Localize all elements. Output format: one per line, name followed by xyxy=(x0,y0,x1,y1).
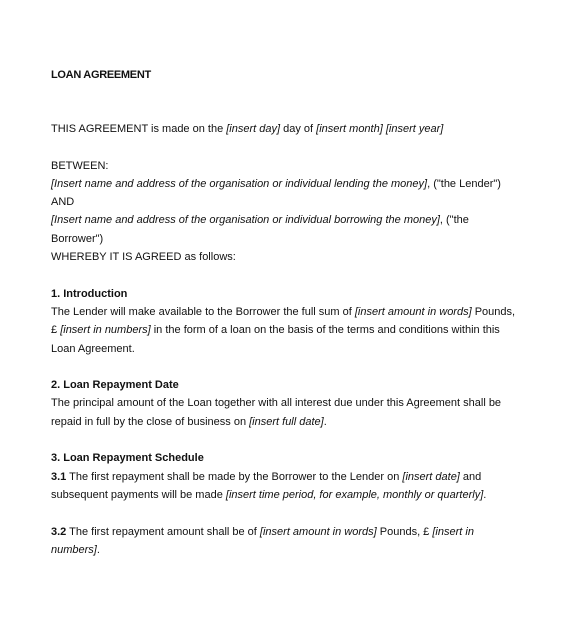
insert-year-placeholder: [insert year] xyxy=(385,123,444,135)
amount-numbers-placeholder: numbers] xyxy=(51,543,97,556)
preamble-text: THIS AGREEMENT is made on the xyxy=(51,123,227,135)
body-text: The first repayment shall be made by the Borrower to the Lender on xyxy=(66,470,403,483)
date-placeholder: [insert date] xyxy=(402,470,460,483)
body-text: subsequent payments will be made xyxy=(51,488,226,501)
body-text: The Lender will make available to the Borrower the full sum of xyxy=(51,305,355,318)
preamble-line xyxy=(51,120,555,138)
section-3-heading: 3. Loan Repayment Schedule xyxy=(51,452,204,465)
lender-suffix: , ("the Lender") xyxy=(427,177,501,190)
spacer xyxy=(51,266,555,284)
document-title: LOAN AGREEMENT xyxy=(51,69,151,81)
body-text: £ xyxy=(51,324,61,337)
clause-3-1-line-1 xyxy=(51,468,555,486)
full-date-placeholder: [insert full date] xyxy=(249,415,324,428)
section-1-line-2 xyxy=(51,321,555,339)
and-label: AND xyxy=(51,196,75,209)
clause-number: 3.2 xyxy=(51,525,67,538)
section-2-line-1: The principal amount of the Loan together with all interest due under this Agreement shall be xyxy=(51,397,502,410)
lender-line xyxy=(51,175,555,193)
clause-number: 3.1 xyxy=(51,470,67,483)
body-text: . xyxy=(96,543,100,556)
insert-month-placeholder: [insert month] xyxy=(316,123,383,135)
spacer xyxy=(51,358,555,376)
body-text: The first repayment amount shall be of xyxy=(66,525,260,538)
section-1-line-3: Loan Agreement. xyxy=(51,342,135,355)
body-text: Pounds, £ xyxy=(376,525,433,538)
clause-3-1-line-2 xyxy=(51,486,555,504)
section-2-heading: 2. Loan Repayment Date xyxy=(51,379,179,392)
body-text: . xyxy=(483,488,487,501)
borrower-suffix: , ("the xyxy=(439,214,469,227)
clause-3-2-line-2 xyxy=(51,541,555,559)
spacer xyxy=(51,431,555,449)
amount-numbers-placeholder: [insert in numbers] xyxy=(60,324,151,337)
lender-placeholder: [Insert name and address of the organisation or individual lending the money] xyxy=(51,177,428,190)
section-2-line-2 xyxy=(51,413,555,431)
spacer xyxy=(51,138,555,156)
section-1-heading: 1. Introduction xyxy=(51,287,128,300)
spacer xyxy=(51,504,555,522)
body-text: and xyxy=(459,470,482,483)
section-1-line-1 xyxy=(51,303,555,321)
body-text: Pounds, xyxy=(471,305,516,318)
time-period-placeholder: [insert time period, for example, monthly or quarterly] xyxy=(225,488,484,501)
body-text: . xyxy=(323,415,327,428)
amount-words-placeholder: [insert amount in words] xyxy=(354,305,472,318)
amount-numbers-placeholder: [insert in xyxy=(432,525,474,538)
insert-day-placeholder: [insert day] xyxy=(226,123,281,135)
body-text: repaid in full by the close of business on xyxy=(51,415,250,428)
amount-words-placeholder: [insert amount in words] xyxy=(259,525,377,538)
whereby-line: WHEREBY IT IS AGREED as follows: xyxy=(51,251,236,264)
borrower-line xyxy=(51,211,555,229)
borrower-placeholder: [Insert name and address of the organisation or individual borrowing the money] xyxy=(51,214,440,227)
preamble-text: day of xyxy=(280,123,317,135)
body-text: in the form of a loan on the basis of the terms and conditions within this xyxy=(150,324,500,337)
borrower-line-continued: Borrower") xyxy=(51,232,104,245)
between-label: BETWEEN: xyxy=(51,159,109,172)
clause-3-2-line-1 xyxy=(51,523,555,541)
